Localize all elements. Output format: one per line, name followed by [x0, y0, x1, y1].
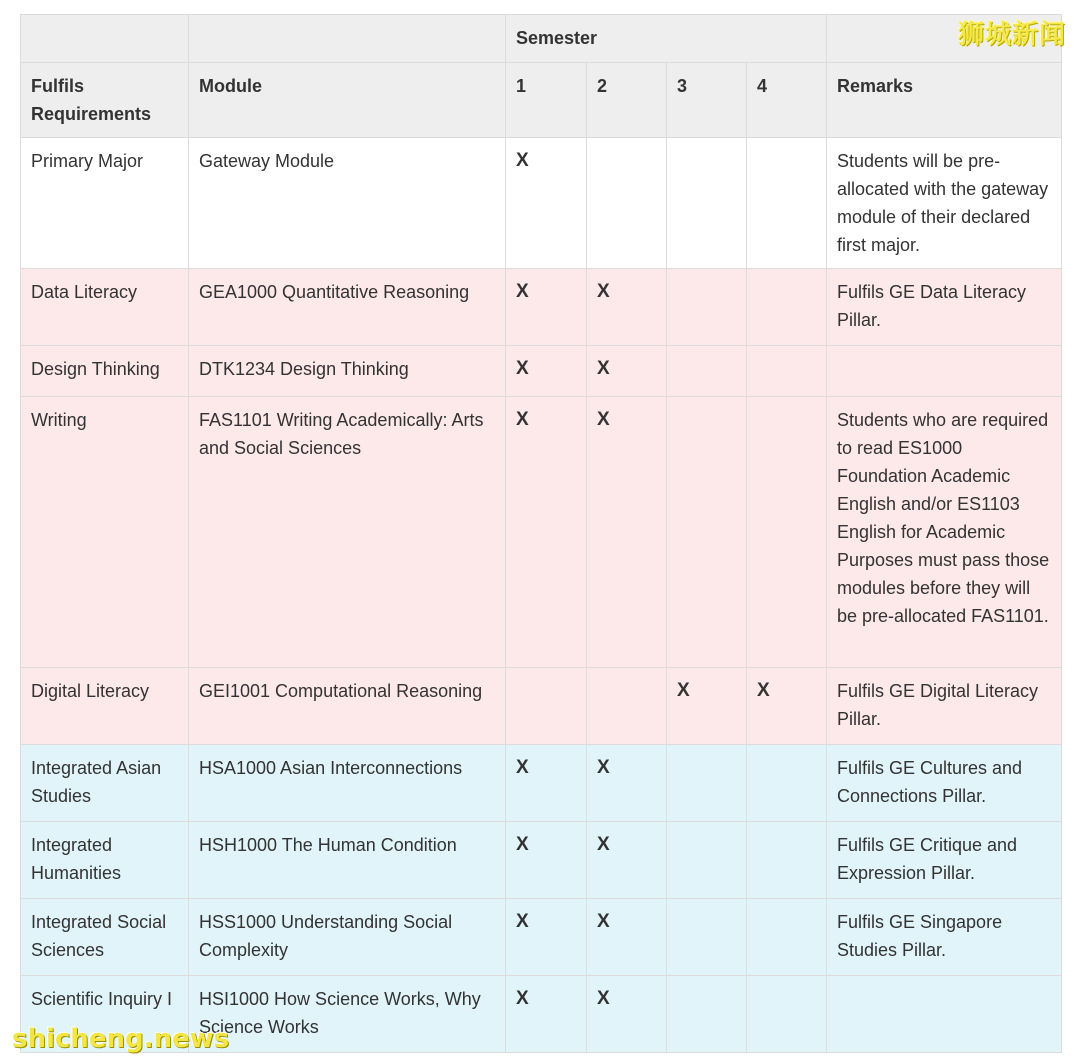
- table-row: [21, 668, 1062, 745]
- semester-2-mark: X: [587, 822, 667, 899]
- module-header: Module: [189, 63, 506, 138]
- remarks-cell: Fulfils GE Critique and Expression Pillar.: [827, 822, 1062, 899]
- header-blank-cell: [21, 15, 189, 63]
- semester-4-mark: [747, 899, 827, 976]
- semester-4-mark: [747, 822, 827, 899]
- semester-3-mark: [667, 976, 747, 1053]
- semester-2-header: 2: [587, 63, 667, 138]
- remarks-cell: Students will be pre-allocated with the gateway module of their declared first major.: [827, 138, 1062, 269]
- semester-3-mark: [667, 899, 747, 976]
- semester-2-mark: X: [587, 346, 667, 397]
- watermark-top: 狮城新闻: [957, 20, 1066, 50]
- module-cell: Gateway Module: [189, 138, 506, 269]
- semester-3-mark: [667, 822, 747, 899]
- semester-2-mark: [587, 138, 667, 269]
- semester-1-mark: X: [506, 976, 587, 1053]
- requirement-cell: Primary Major: [21, 138, 189, 269]
- module-cell: GEA1000 Quantitative Reasoning: [189, 269, 506, 346]
- table-row: [21, 899, 1062, 976]
- remarks-cell: [827, 346, 1062, 397]
- semester-2-mark: [587, 668, 667, 745]
- remarks-cell: Students who are required to read ES1000 Foundation Academic English and/or ES1103 English for Academic Purposes must pass those modules before they will be pre-allocated FAS1101.: [827, 397, 1062, 668]
- module-cell: HSS1000 Understanding Social Complexity: [189, 899, 506, 976]
- semester-1-mark: X: [506, 899, 587, 976]
- semester-3-mark: [667, 346, 747, 397]
- semester-4-mark: [747, 745, 827, 822]
- modules-table: [20, 14, 1062, 1053]
- semester-2-mark: X: [587, 745, 667, 822]
- remarks-cell: Fulfils GE Digital Literacy Pillar.: [827, 668, 1062, 745]
- table-row: [21, 397, 1062, 668]
- module-cell: FAS1101 Writing Academically: Arts and Social Sciences: [189, 397, 506, 668]
- semester-3-mark: [667, 138, 747, 269]
- remarks-cell: Fulfils GE Cultures and Connections Pillar.: [827, 745, 1062, 822]
- module-cell: GEI1001 Computational Reasoning: [189, 668, 506, 745]
- remarks-cell: Fulfils GE Data Literacy Pillar.: [827, 269, 1062, 346]
- module-cell: HSH1000 The Human Condition: [189, 822, 506, 899]
- semester-2-mark: X: [587, 899, 667, 976]
- semester-3-mark: [667, 397, 747, 668]
- header-row: [21, 63, 1062, 138]
- requirement-cell: Scientific Inquiry I: [21, 976, 189, 1053]
- semester-4-mark: [747, 346, 827, 397]
- semester-2-mark: X: [587, 269, 667, 346]
- table-row: [21, 745, 1062, 822]
- semester-3-header: 3: [667, 63, 747, 138]
- semester-1-mark: X: [506, 822, 587, 899]
- requirement-cell: Data Literacy: [21, 269, 189, 346]
- header-row-top: [21, 15, 1062, 63]
- requirement-cell: Integrated Asian Studies: [21, 745, 189, 822]
- semester-4-mark: X: [747, 668, 827, 745]
- requirement-cell: Design Thinking: [21, 346, 189, 397]
- semester-group-header: Semester: [506, 15, 827, 63]
- semester-4-mark: [747, 397, 827, 668]
- requirement-cell: Integrated Humanities: [21, 822, 189, 899]
- semester-2-mark: X: [587, 976, 667, 1053]
- semester-1-mark: X: [506, 745, 587, 822]
- table-row: [21, 346, 1062, 397]
- semester-4-mark: [747, 269, 827, 346]
- semester-1-header: 1: [506, 63, 587, 138]
- semester-3-mark: [667, 269, 747, 346]
- table-row: [21, 822, 1062, 899]
- semester-2-mark: X: [587, 397, 667, 668]
- watermark-bottom: shicheng.news: [12, 1024, 230, 1054]
- semester-1-mark: [506, 668, 587, 745]
- remarks-cell: Fulfils GE Singapore Studies Pillar.: [827, 899, 1062, 976]
- header-blank-cell: [189, 15, 506, 63]
- semester-4-header: 4: [747, 63, 827, 138]
- remarks-header: Remarks: [827, 63, 1062, 138]
- module-cell: HSA1000 Asian Interconnections: [189, 745, 506, 822]
- semester-3-mark: X: [667, 668, 747, 745]
- table-row: [21, 269, 1062, 346]
- table-row: [21, 138, 1062, 269]
- semester-4-mark: [747, 138, 827, 269]
- semester-4-mark: [747, 976, 827, 1053]
- requirement-cell: Writing: [21, 397, 189, 668]
- semester-1-mark: X: [506, 397, 587, 668]
- requirement-cell: Digital Literacy: [21, 668, 189, 745]
- fulfils-requirements-header: Fulfils Requirements: [21, 63, 189, 138]
- remarks-cell: [827, 976, 1062, 1053]
- semester-3-mark: [667, 745, 747, 822]
- module-cell: HSI1000 How Science Works, Why Science Works: [189, 976, 506, 1053]
- requirement-cell: Integrated Social Sciences: [21, 899, 189, 976]
- semester-1-mark: X: [506, 269, 587, 346]
- module-cell: DTK1234 Design Thinking: [189, 346, 506, 397]
- semester-1-mark: X: [506, 346, 587, 397]
- semester-1-mark: X: [506, 138, 587, 269]
